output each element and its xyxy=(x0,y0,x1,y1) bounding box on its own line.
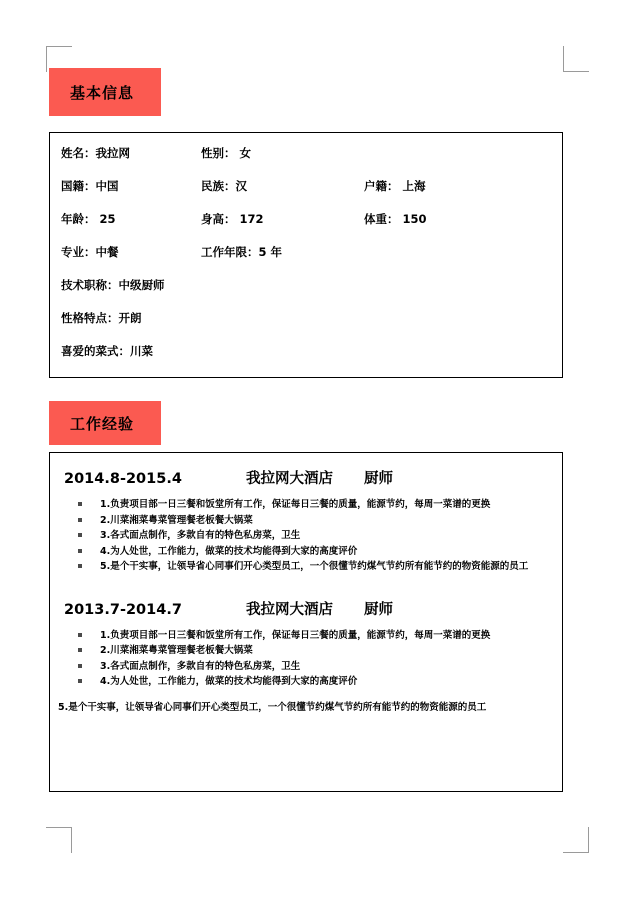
duty-item xyxy=(58,700,552,716)
bullet-square-icon xyxy=(78,564,82,568)
basic-info-field: 性别： 女 xyxy=(201,146,252,160)
crop-mark-bottom-left xyxy=(46,827,72,853)
duty-item xyxy=(78,544,552,560)
basic-info-row xyxy=(61,178,562,211)
job-list xyxy=(50,453,562,715)
duty-text: 1.负责项目部一日三餐和饭堂所有工作，保证每日三餐的质量，能源节约，每周一菜谱的更换 xyxy=(100,499,491,510)
crop-mark-bottom-right xyxy=(563,827,589,853)
job-date: 2014.8-2015.4 xyxy=(64,471,182,487)
duty-text: 3.各式面点制作，多款自有的特色私房菜，卫生 xyxy=(100,660,301,672)
basic-info-row xyxy=(61,244,562,277)
basic-info-field: 年龄： 25 xyxy=(61,212,116,226)
duty-item xyxy=(78,559,552,575)
bullet-square-icon xyxy=(78,518,82,522)
basic-info-row xyxy=(61,277,562,310)
basic-info-rows xyxy=(50,133,562,376)
basic-info-field: 民族：汉 xyxy=(201,179,247,193)
section-banner-work-experience xyxy=(49,401,161,445)
basic-info-field: 姓名：我拉网 xyxy=(61,146,130,160)
duty-item xyxy=(78,513,552,529)
section-banner-basic-info xyxy=(49,68,161,116)
job-company: 我拉网大酒店 xyxy=(246,471,333,487)
duty-item xyxy=(78,528,552,544)
basic-info-field: 工作年限：5 年 xyxy=(201,245,283,259)
job-company: 我拉网大酒店 xyxy=(246,601,333,618)
duty-text: 2.川菜湘菜粤菜管理餐老板餐大锅菜 xyxy=(100,514,253,526)
duty-text: 4.为人处世，工作能力，做菜的技术均能得到大家的高度评价 xyxy=(100,676,358,687)
basic-info-row xyxy=(61,310,562,343)
basic-info-field: 专业：中餐 xyxy=(61,245,119,259)
duty-item xyxy=(78,628,552,644)
duty-item xyxy=(78,674,552,690)
section-title-work-experience: 工作经验 xyxy=(70,414,135,433)
basic-info-field: 身高： 172 xyxy=(201,212,264,226)
job-title: 厨师 xyxy=(364,601,393,618)
duty-text: 4.为人处世，工作能力，做菜的技术均能得到大家的高度评价 xyxy=(100,545,358,557)
job-entry xyxy=(50,575,562,716)
bullet-square-icon xyxy=(78,502,82,506)
basic-info-field: 体重： 150 xyxy=(364,212,427,226)
basic-info-field: 喜爱的菜式：川菜 xyxy=(61,344,153,358)
basic-info-row xyxy=(61,211,562,244)
duty-text: 5.是个干实事，让领导省心同事们开心类型员工，一个很懂节约煤气节约所有能节约的物资能源的员工 xyxy=(100,561,529,572)
bullet-square-icon xyxy=(78,549,82,553)
bullet-square-icon xyxy=(78,679,82,683)
basic-info-row xyxy=(61,343,562,376)
duty-text: 3.各式面点制作，多款自有的特色私房菜，卫生 xyxy=(100,530,301,541)
section-title-basic-info: 基本信息 xyxy=(70,83,135,102)
duty-text: 1.负责项目部一日三餐和饭堂所有工作，保证每日三餐的质量，能源节约，每周一菜谱的更换 xyxy=(100,629,491,641)
duty-item xyxy=(78,643,552,659)
job-title: 厨师 xyxy=(364,471,393,487)
basic-info-row xyxy=(61,145,562,178)
basic-info-field: 户籍： 上海 xyxy=(364,179,426,193)
job-header xyxy=(64,575,552,619)
basic-info-field: 性格特点：开朗 xyxy=(61,311,142,325)
bullet-square-icon xyxy=(78,633,82,637)
duty-list xyxy=(58,628,552,716)
duty-item xyxy=(78,497,552,513)
job-entry xyxy=(50,453,562,575)
duty-item xyxy=(78,659,552,675)
bullet-square-icon xyxy=(78,648,82,652)
basic-info-field: 技术职称：中级厨师 xyxy=(61,278,165,292)
crop-mark-top-right xyxy=(563,46,589,72)
job-header xyxy=(64,453,552,488)
duty-text: 5.是个干实事，让领导省心同事们开心类型员工，一个很懂节约煤气节约所有能节约的物资能源的员工 xyxy=(58,701,487,713)
duty-list xyxy=(64,497,552,575)
basic-info-box xyxy=(49,132,563,378)
job-date: 2013.7-2014.7 xyxy=(64,601,182,618)
basic-info-field: 国籍：中国 xyxy=(61,179,119,193)
bullet-square-icon xyxy=(78,664,82,668)
bullet-square-icon xyxy=(78,533,82,537)
work-experience-box xyxy=(49,452,563,792)
duty-text: 2.川菜湘菜粤菜管理餐老板餐大锅菜 xyxy=(100,645,253,656)
